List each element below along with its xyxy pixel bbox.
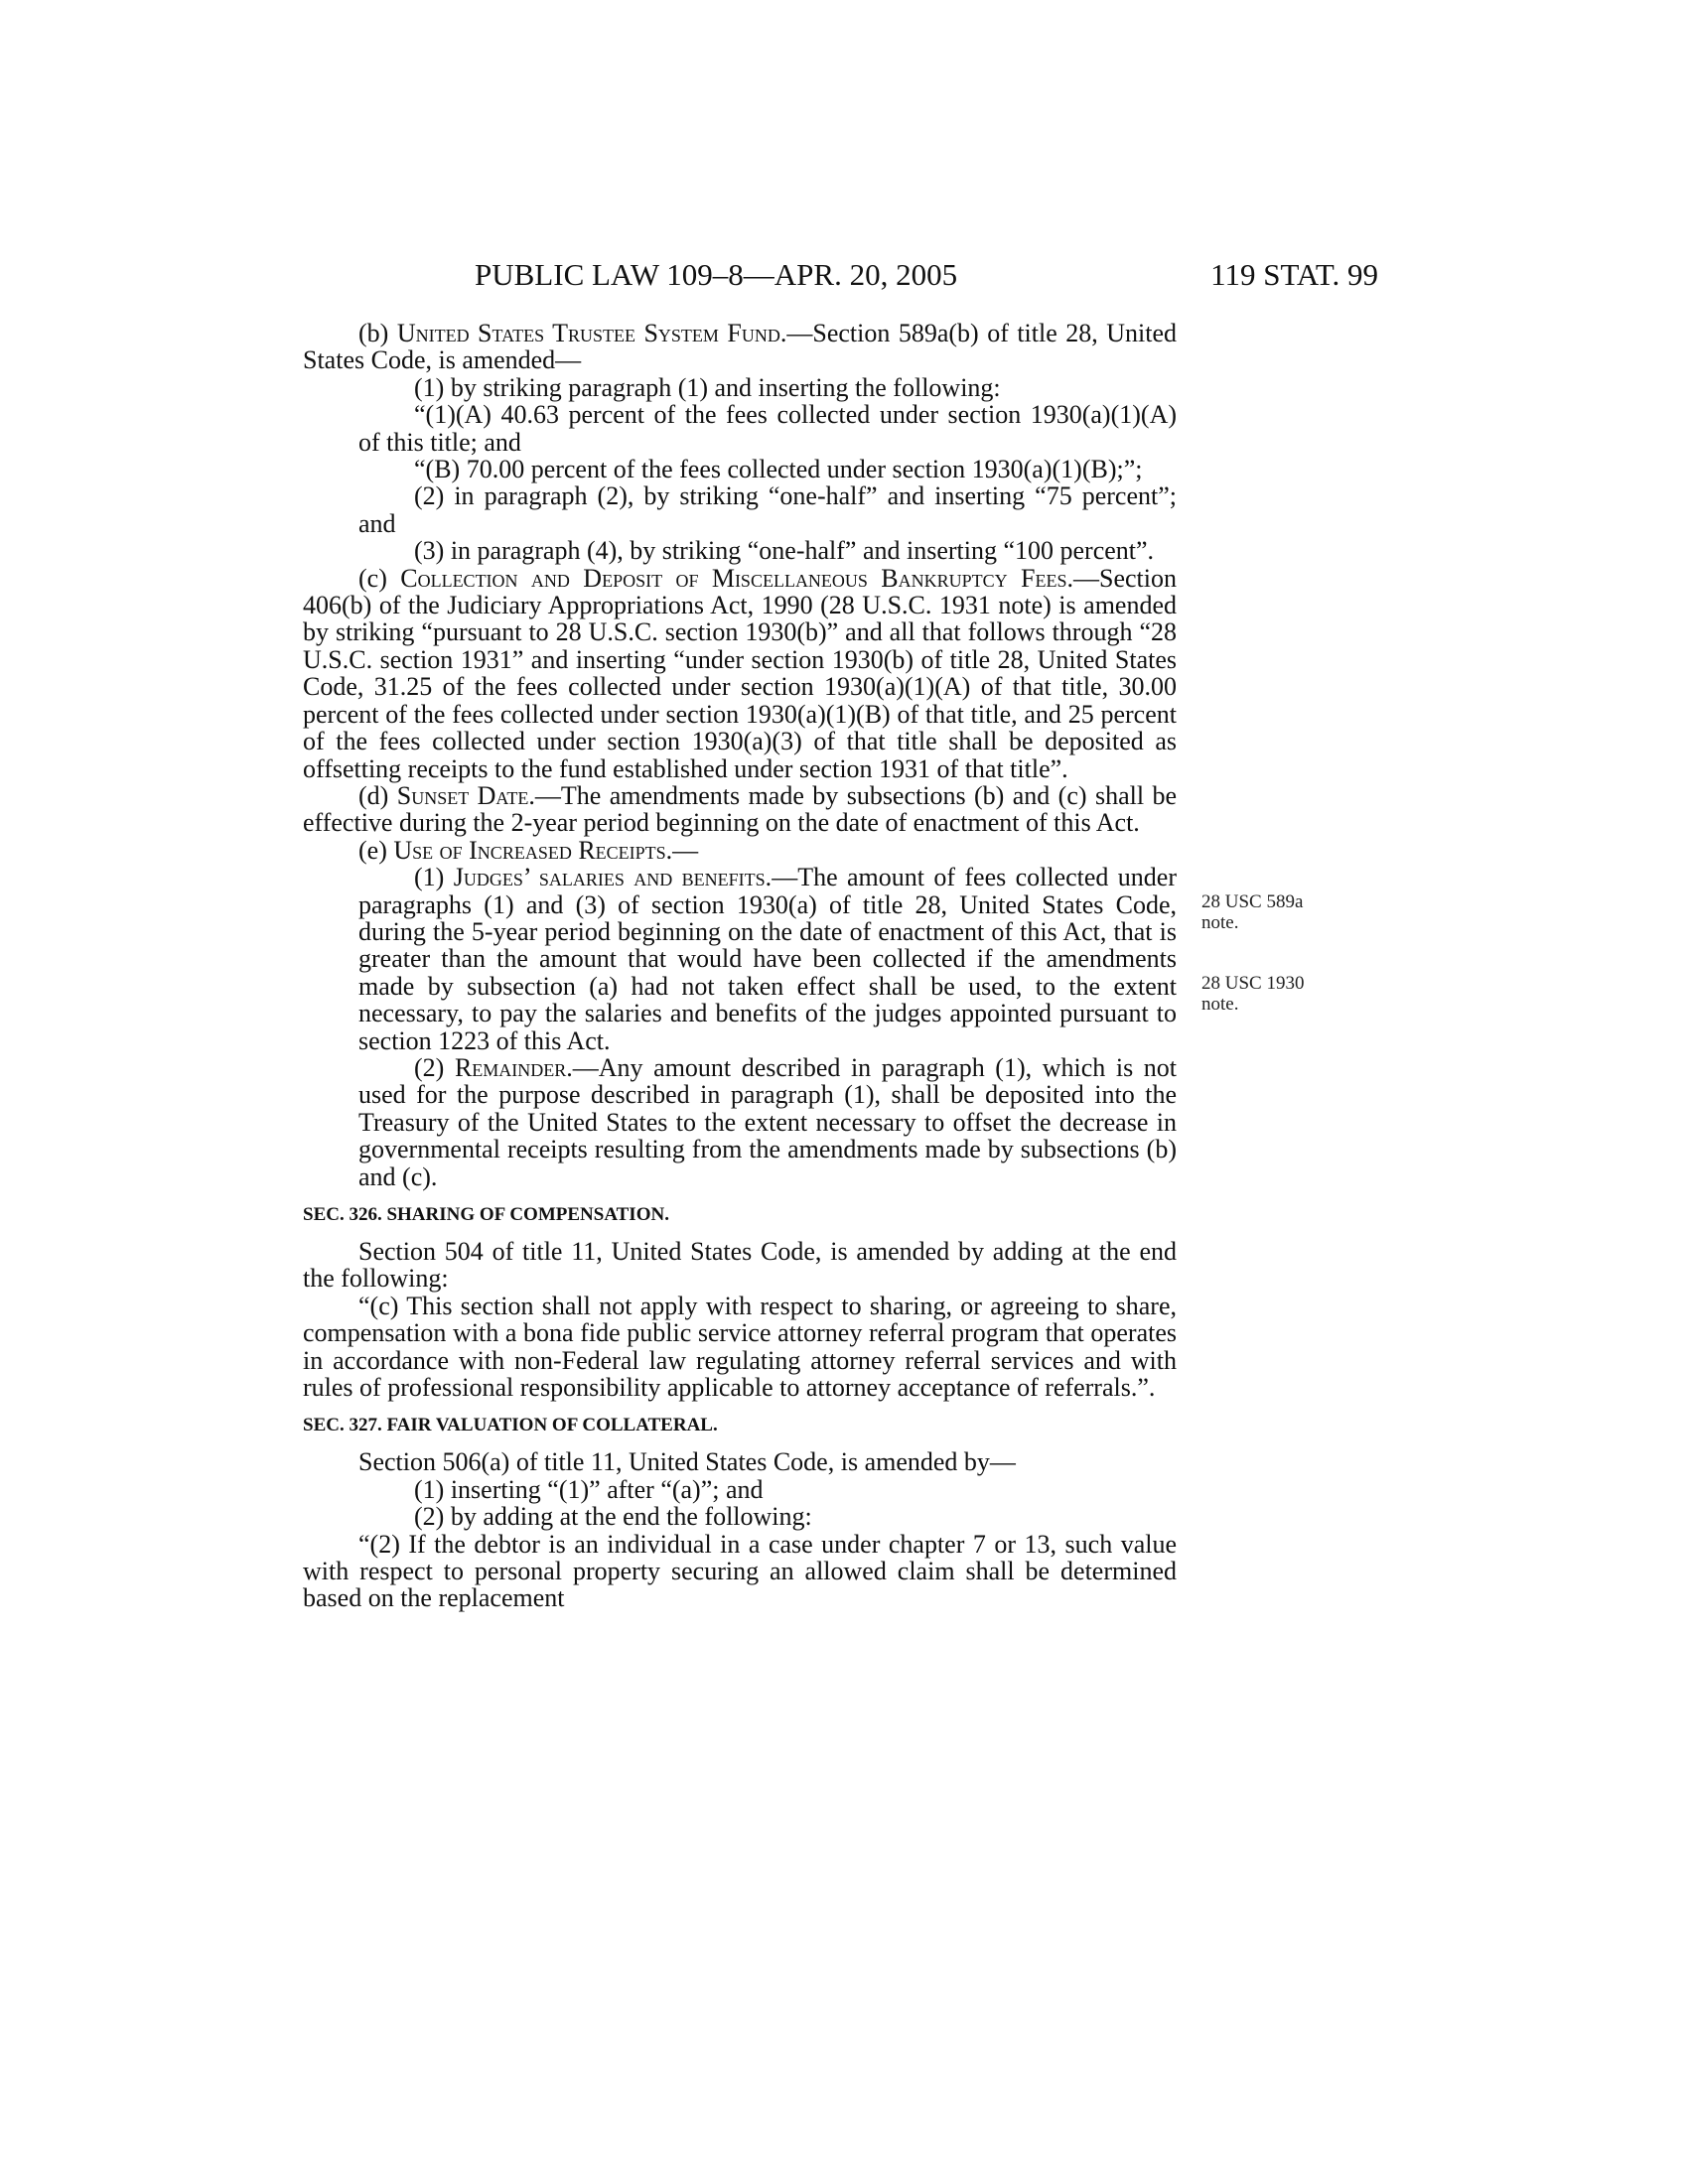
paragraph-e1 (303, 864, 1177, 1054)
paragraph-b1: (1) by striking paragraph (1) and inserting the following: (414, 372, 1001, 402)
label-e: (e) (358, 835, 387, 865)
text-d: —The amendments made by subsections (b) and (c) shall be effective during the 2-year period beginning on the date of enactment of this Act. (303, 780, 1178, 838)
heading-b: United States Trustee System Fund. (396, 319, 787, 347)
document-body (303, 320, 1177, 1612)
paragraph-b1-a: “(1)(A) 40.63 percent of the fees collected under section 1930(a)(1)(A) of this title; and (358, 400, 1177, 457)
paragraph-d (303, 782, 1177, 837)
header-page-number: 119 STAT. 99 (1210, 257, 1378, 292)
paragraph-c (303, 565, 1177, 782)
text-e1: —The amount of fees collected under paragraphs (1) and (3) of section 1930(a) of title 28, United States Code, during the 5-year period beginning on the date of enactment of this Act, that is greater than the amount that would have been collected if the amendments made by subsection (a) had not taken effect shall be used, to the extent necessary, to pay the salaries and benefits of the judges appointed pursuant to section 1223 of this Act. (358, 863, 1177, 1055)
paragraph-e (303, 837, 1177, 864)
label-e2: (2) (414, 1052, 445, 1082)
paragraph-b1-b: “(B) 70.00 percent of the fees collected under section 1930(a)(1)(B);”; (414, 455, 1143, 484)
section-327-paragraph-1: Section 506(a) of title 11, United States Code, is amended by— (358, 1447, 1016, 1477)
section-327-item-2: (2) by adding at the end the following: (414, 1502, 812, 1532)
margin-note-589a: 28 USC 589a note. (1201, 891, 1304, 933)
section-327-heading: SEC. 327. FAIR VALUATION OF COLLATERAL. (303, 1415, 718, 1436)
paragraph-b2: (2) in paragraph (2), by striking “one-half” and inserting “75 percent”; and (358, 481, 1177, 538)
page-header (475, 253, 1378, 297)
paragraph-b3: (3) in paragraph (4), by striking “one-half” and inserting “100 percent”. (414, 536, 1155, 566)
text-e2: —Any amount described in paragraph (1), which is not used for the purpose described in paragraph (1), shall be deposited into the Treasury of the United States to the extent necessary to offset the decrease in governmental receipts resulting from the amendments made by subsections (b) and (c). (358, 1052, 1178, 1191)
section-326-paragraph-2: “(c) This section shall not apply with respect to sharing, or agreeing to share, compensation with a bona fide public service attorney referral program that operates in accordance with non-Federal law regulating attorney referral services and with rules of professional responsibility applicable to attorney acceptance of referrals.”. (303, 1291, 1177, 1403)
paragraph-b: (b) United States Trustee System Fund.—Section 589a(b) of title 28, United States Code, is amended— (303, 319, 1177, 375)
heading-d: Sunset Date. (396, 780, 535, 810)
label-c: (c) (358, 563, 387, 593)
header-title: PUBLIC LAW 109–8—APR. 20, 2005 (475, 257, 958, 292)
heading-e: Use of Increased Receipts. (393, 835, 673, 865)
paragraph-e2 (303, 1054, 1177, 1190)
text-e: — (672, 835, 699, 865)
heading-e2: Remainder. (454, 1052, 573, 1082)
section-327-item-1: (1) inserting “(1)” after “(a)”; and (414, 1474, 764, 1504)
section-327-paragraph-2: “(2) If the debtor is an individual in a case under chapter 7 or 13, such value with respect to personal property securing an allowed claim shall be determined based on the replacement (303, 1529, 1177, 1613)
margin-note-1930: 28 USC 1930 note. (1201, 973, 1305, 1015)
label-e1: (1) (414, 863, 445, 892)
label-d: (d) (358, 780, 389, 810)
text-b: —Section 589a(b) of title 28, United States Code, is amended— (303, 319, 1177, 375)
heading-c: Collection and Deposit of Miscellaneous Bankruptcy Fees. (400, 563, 1073, 593)
text-c: —Section 406(b) of the Judiciary Appropriations Act, 1990 (28 U.S.C. 1931 note) is amended by striking “pursuant to 28 U.S.C. section 1930(b)” and all that follows through “28 U.S.C. section 1931” and inserting “under section 1930(b) of title 28, United States Code, 31.25 of the fees collected under section 1930(a)(1)(A) of that title, 30.00 percent of the fees collected under section 1930(a)(1)(B) of that title, and 25 percent of the fees collected under section 1930(a)(3) of that title shall be deposited as offsetting receipts to the fund established under section 1931 of that title”. (303, 563, 1177, 783)
section-326-heading: SEC. 326. SHARING OF COMPENSATION. (303, 1204, 669, 1225)
section-326-paragraph-1: Section 504 of title 11, United States Code, is amended by adding at the end the following: (303, 1237, 1177, 1294)
heading-e1: Judges’ salaries and benefits. (453, 863, 773, 892)
